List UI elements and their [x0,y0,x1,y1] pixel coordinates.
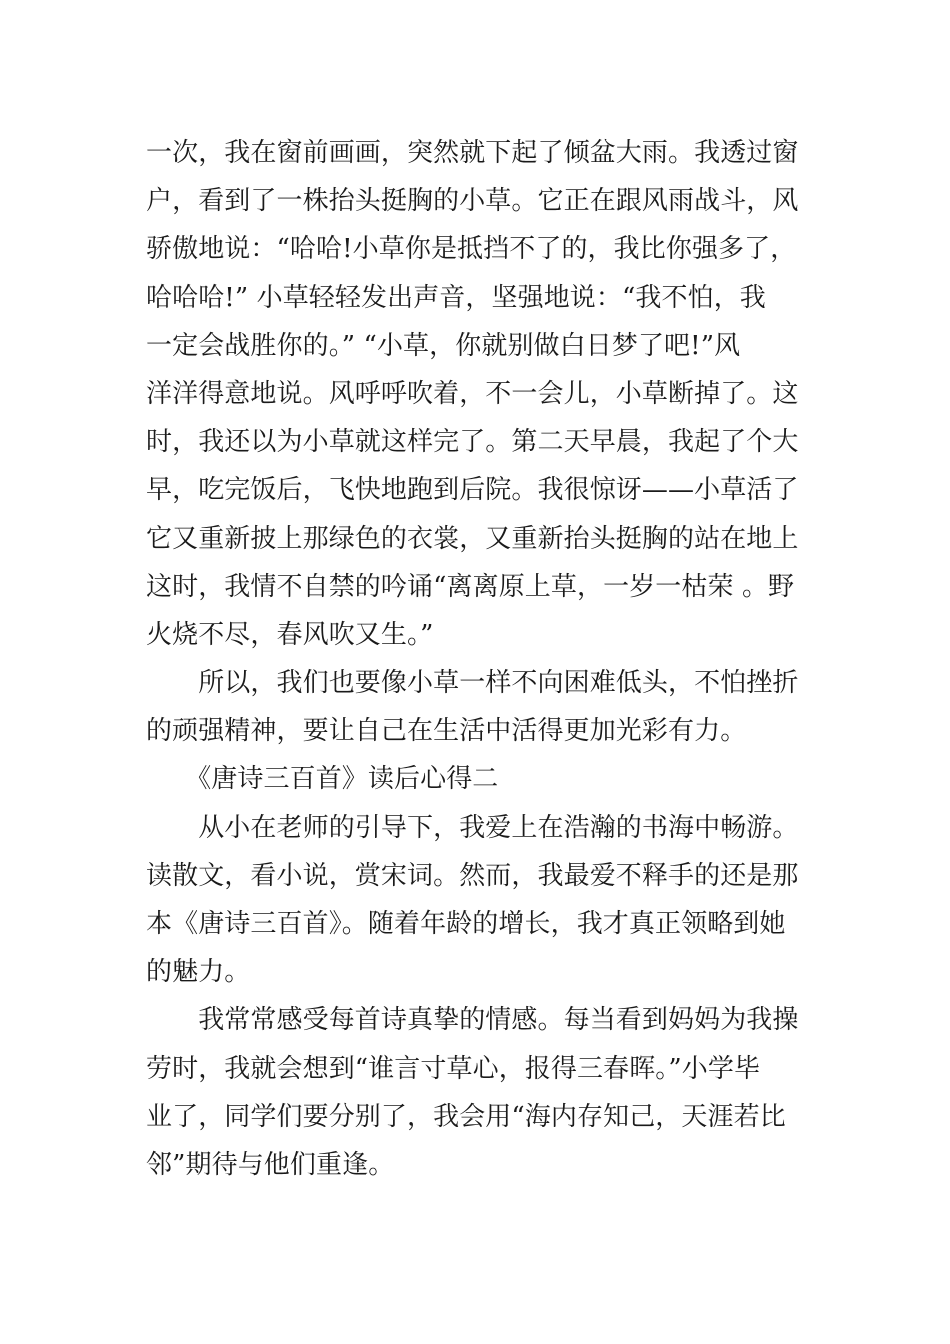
text-line: 火烧不尽，春风吹又生。” [146,619,434,650]
text-line: 业了，同学们要分别了，我会用“海内存知己，天涯若比 [146,1101,786,1132]
text-line: 这时，我情不自禁的吟诵“离离原上草，一岁一枯荣 。野 [146,571,795,602]
text-line: 早，吃完饭后，飞快地跑到后院。我很惊讶——小草活了 [146,475,799,506]
text-line: 骄傲地说：“哈哈!小草你是抵挡不了的，我比你强多了， [146,234,797,265]
text-line: 所以，我们也要像小草一样不向困难低头，不怕挫折 [146,668,799,699]
text-line: 户，看到了一株抬头挺胸的小草。它正在跟风雨战斗，风 [146,186,799,217]
heading-line: 《唐诗三百首》读后心得二 [146,764,499,795]
section-heading [146,755,806,803]
text-line: 劳时，我就会想到“谁言寸草心，报得三春晖。”小学毕 [146,1053,761,1084]
text-line: 一次，我在窗前画画，突然就下起了倾盆大雨。我透过窗 [146,138,799,168]
document-body [146,129,806,1189]
paragraph-3 [146,804,806,997]
text-line: 的魅力。 [146,957,251,988]
text-line: 我常常感受每首诗真挚的情感。每当看到妈妈为我操 [146,1005,799,1036]
paragraph-4 [146,996,806,1189]
text-line: 从小在老师的引导下，我爱上在浩瀚的书海中畅游。 [146,812,799,843]
text-line: 邻”期待与他们重逢。 [146,1149,395,1180]
text-line: 的顽强精神，要让自己在生活中活得更加光彩有力。 [146,716,747,747]
text-line: 一定会战胜你的。” “小草，你就别做白日梦了吧!”风 [146,330,741,361]
text-line: 读散文，看小说，赏宋词。然而，我最爱不释手的还是那 [146,860,799,891]
text-line: 洋洋得意地说。风呼呼吹着，不一会儿，小草断掉了。这 [146,378,799,409]
paragraph-2 [146,659,806,755]
paragraph-1 [146,129,806,659]
text-line: 时，我还以为小草就这样完了。第二天早晨，我起了个大 [146,427,799,458]
text-line: 它又重新披上那绿色的衣裳，又重新抬头挺胸的站在地上 [146,523,799,554]
text-line: 哈哈哈!” 小草轻轻发出声音，坚强地说：“我不怕，我 [146,282,766,313]
text-line: 本《唐诗三百首》。随着年龄的增长，我才真正领略到她 [146,909,786,939]
